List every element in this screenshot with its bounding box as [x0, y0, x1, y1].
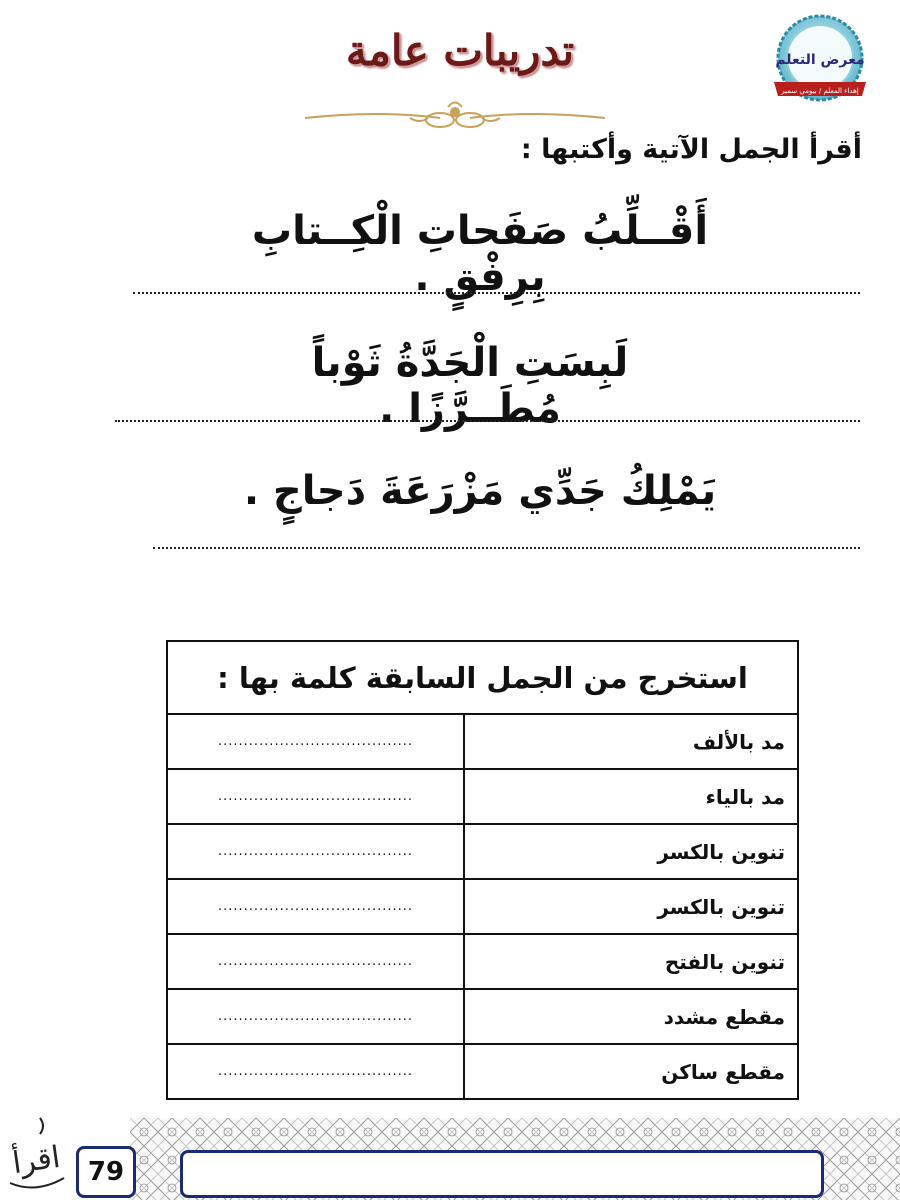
- answer-field[interactable]: ......................................: [167, 769, 464, 824]
- row-label: تنوين بالكسر: [464, 824, 798, 879]
- table-row: [167, 769, 798, 824]
- instruction-text: أقرأ الجمل الآتية وأكتبها :: [520, 134, 862, 165]
- writing-line-1[interactable]: [133, 292, 860, 294]
- row-label: مد بالألف: [464, 714, 798, 769]
- calligraphy-icon: [0, 1108, 72, 1198]
- table-row: [167, 934, 798, 989]
- sentence-1: أَقْــلِّبُ صَفَحاتِ الْكِــتابِ بِرِفْقٍ .: [251, 208, 709, 300]
- answer-field[interactable]: ......................................: [167, 934, 464, 989]
- logo-badge: [770, 12, 870, 112]
- row-label: تنوين بالفتح: [464, 934, 798, 989]
- logo-ribbon-text: إهداء المعلم / بيومي سمير: [781, 87, 859, 95]
- answer-field[interactable]: ......................................: [167, 824, 464, 879]
- row-label: تنوين بالكسر: [464, 879, 798, 934]
- table-row: [167, 879, 798, 934]
- ornament-divider: [300, 98, 610, 138]
- page-title: تدريبات عامة: [345, 26, 575, 75]
- row-label: مقطع مشدد: [464, 989, 798, 1044]
- answer-field[interactable]: ......................................: [167, 989, 464, 1044]
- page-number: 79: [76, 1146, 136, 1198]
- row-label: مقطع ساكن: [464, 1044, 798, 1099]
- sentence-3: يَمْلِكُ جَدِّي مَزْرَعَةَ دَجاجٍ .: [243, 468, 717, 514]
- writing-line-3[interactable]: [153, 547, 860, 549]
- table-row: [167, 989, 798, 1044]
- table-row: [167, 824, 798, 879]
- answer-field[interactable]: ......................................: [167, 1044, 464, 1099]
- sentence-2: لَبِسَتِ الْجَدَّةُ ثَوْباً مُطَــرَّزًا .: [311, 340, 629, 432]
- footer-name-box[interactable]: [180, 1150, 824, 1198]
- table-row: [167, 1044, 798, 1099]
- extraction-table: [166, 640, 799, 1100]
- answer-field[interactable]: ......................................: [167, 714, 464, 769]
- table-row: [167, 714, 798, 769]
- answer-field[interactable]: ......................................: [167, 879, 464, 934]
- row-label: مد بالياء: [464, 769, 798, 824]
- logo-text: معرض التعلم: [775, 52, 865, 68]
- calligraphy-text: اقرأ: [10, 1139, 63, 1182]
- table-header: استخرج من الجمل السابقة كلمة بها :: [167, 641, 798, 714]
- writing-line-2[interactable]: [115, 420, 860, 422]
